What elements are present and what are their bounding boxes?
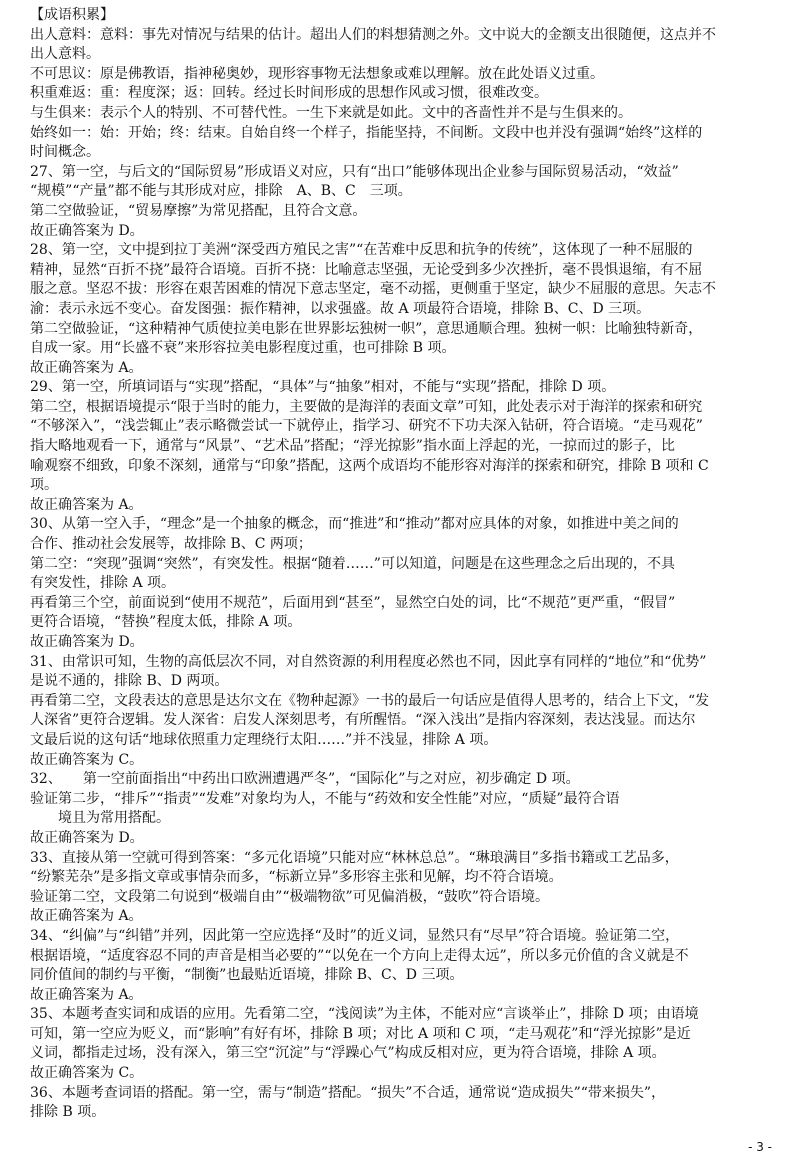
- document-body: [30, 6, 775, 1123]
- text-line: 35、本题考查实词和成语的应用。先看第二空，“浅阅读”为主体，不能对应“言谈举止”，排除 D 项；由语境: [30, 1006, 699, 1023]
- text-line: “不够深入”，“浅尝辄止”表示略微尝试一下就停止，指学习、研究不下功夫深入钻研，符合语境。“走马观花”: [30, 418, 703, 435]
- text-line: “规模”“产量”都不能与其形成对应，排除 A、B、C 三项。: [30, 183, 412, 200]
- text-line: 27、第一空，与后文的“国际贸易”形成语义对应，只有“出口”能够体现出企业参与国际贸易活动，“效益”: [30, 163, 679, 180]
- text-line: 有突发性，排除 A 项。: [30, 575, 176, 592]
- text-line: 文最后说的这句话“地球依照重力定理绕行太阳……”并不浅显，排除 A 项。: [30, 731, 498, 748]
- text-line: 31、由常识可知，生物的高低层次不同，对自然资源的利用程度必然也不同，因此享有同样的“地位”和“优势”: [30, 653, 707, 670]
- text-line: 故正确答案为 D。: [30, 222, 144, 239]
- text-line: 时间概念。: [30, 144, 100, 161]
- text-line: 更符合语境，“替换”程度太低，排除 A 项。: [30, 614, 302, 631]
- text-line: 故正确答案为 C。: [30, 751, 144, 768]
- text-line: 30、从第一空入手，“理念”是一个抽象的概念，而“推进”和“推动”都对应具体的对象，如推进中美之间的: [30, 516, 679, 533]
- text-line: 不可思议：原是佛教语，指神秘奥妙，现形容事物无法想象或难以理解。放在此处语义过重。: [30, 65, 604, 82]
- text-line: 故正确答案为 A。: [30, 496, 143, 513]
- text-line: 同价值间的制约与平衡，“制衡”也最贴近语境，排除 B、C、D 三项。: [30, 967, 464, 984]
- text-line: 出人意料：意料：事先对情况与结果的估计。超出人们的料想猜测之外。文中说大的金额支出很随便，这点并不: [30, 26, 716, 43]
- text-line: 再看第三个空，前面说到“使用不规范”，后面用到“甚至”，显然空白处的词，比“不规范”更严重，“假冒”: [30, 594, 676, 611]
- text-line: 36、本题考查词语的搭配。第一空，需与“制造”搭配。“损失”不合适，通常说“造成损失”“带来损失”，: [30, 1084, 666, 1101]
- text-line: 渝：表示永远不变心。奋发图强：振作精神，以求强盛。故 A 项最符合语境，排除 B、C、D 三项。: [30, 300, 651, 317]
- text-line: 32、 第一空前面指出“中药出口欧洲遭遇严冬”，“国际化”与之对应，初步确定 D 项。: [30, 771, 580, 788]
- text-line: 故正确答案为 C。: [30, 1065, 144, 1082]
- text-line: 自成一家。用“长盛不衰”来形容拉美电影程度过重，也可排除 B 项。: [30, 340, 456, 357]
- text-line: 第二空做验证，“贸易摩擦”为常见搭配，且符合文意。: [30, 202, 367, 219]
- text-line: 是说不通的，排除 B、D 两项。: [30, 673, 229, 690]
- text-line: “纷繁芜杂”是多指文章或事情杂而多，“标新立异”多形容主张和见解，均不符合语境。: [30, 869, 563, 886]
- text-line: 始终如一：始：开始；终：结束。自始自终一个样子，指能坚持，不间断。文段中也并没有强调“始终”这样的: [30, 124, 703, 141]
- text-line: 出人意料。: [30, 46, 100, 63]
- text-line: 故正确答案为 A。: [30, 986, 143, 1003]
- text-line: 再看第二空，文段表达的意思是达尔文在《物种起源》一书的最后一句话应是值得人思考的，结合上下文，“发: [30, 692, 710, 709]
- text-line: 验证第二步，“排斥”“指责”“发难”对象均为人，不能与“药效和安全性能”对应，“质疑”最符合语: [30, 790, 620, 807]
- text-line: 第二空做验证，“这种精神气质使拉美电影在世界影坛独树一帜”，意思通顺合理。独树一帜：比喻独特新奇，: [30, 320, 703, 337]
- text-line: 验证第二空，文段第二句说到“极端自由”“极端物欲”可见偏消极，“鼓吹”符合语境。: [30, 888, 549, 905]
- page-number: - 3 -: [748, 1140, 772, 1154]
- text-line: 精神，显然“百折不挠”最符合语境。百折不挠：比喻意志坚强，无论受到多少次挫折，毫不畏惧退缩，有不屈: [30, 261, 703, 278]
- text-line: 第二空：“突现”强调“突然”，有突发性。根据“随着……”可以知道，问题是在这些理念之后出现的，不具: [30, 555, 675, 572]
- text-line: 境且为常用搭配。: [58, 810, 170, 827]
- text-line: 排除 B 项。: [30, 1104, 106, 1121]
- text-line: 积重难返：重：程度深；返：回转。经过长时间形成的思想作风或习惯，很难改变。: [30, 85, 548, 102]
- text-line: 故正确答案为 D。: [30, 634, 144, 650]
- text-line: 项。: [30, 477, 58, 494]
- text-line: 义词，都指走过场，没有深入，第三空“沉淀”与“浮躁心气”构成反相对应，更为符合语境，排除 A 项。: [30, 1045, 666, 1062]
- text-line: 故正确答案为 D。: [30, 829, 144, 846]
- text-line: 故正确答案为 A。: [30, 359, 143, 376]
- text-line: 28、第一空，文中提到拉丁美洲“深受西方殖民之害”“在苦难中反思和抗争的传统”，这体现了一种不屈服的: [30, 242, 693, 259]
- text-line: 根据语境，“适度容忍不同的声音是相当必要的”“以免在一个方向上走得太远”，所以多元价值的含义就是不: [30, 947, 689, 964]
- text-line: 故正确答案为 A。: [30, 908, 143, 925]
- text-line: 34、“纠偏”与“纠错”并列，因此第一空应选择“及时”的近义词，显然只有“尽早”符合语境。验证第二空，: [30, 927, 680, 944]
- text-line: 第二空，根据语境提示“限于当时的能力，主要做的是海洋的表面文章”可知，此处表示对于海洋的探索和研究: [30, 398, 703, 415]
- text-line: 指大略地观看一下，通常与“风景”、“艺术品”搭配；“浮光掠影”指水面上浮起的光，一掠而过的影子，比: [30, 438, 675, 455]
- text-line: 29、第一空，所填词语与“实现”搭配，“具体”与“抽象”相对，不能与“实现”搭配，排除 D 项。: [30, 379, 616, 396]
- text-line: 服之意。坚忍不拔：形容在艰苦困难的情况下意志坚定，毫不动摇，更侧重于坚定，缺少不屈服的意思。矢志不: [30, 281, 716, 298]
- text-line: 与生俱来：表示个人的特别、不可替代性。一生下来就是如此。文中的吝啬性并不是与生俱来的。: [30, 104, 632, 121]
- text-line: 喻观察不细致，印象不深刻，通常与“印象”搭配，这两个成语均不能形容对海洋的探索和研究，排除 B 项和 C: [30, 457, 709, 474]
- text-line: 合作、推动社会发展等，故排除 B、C 两项；: [30, 536, 312, 553]
- text-line: 可知，第一空应为贬义，而“影响”有好有坏，排除 B 项；对比 A 项和 C 项，“走马观花”和“浮光掠影”是近: [30, 1025, 691, 1042]
- text-line: 人深省”更符合逻辑。发人深省：启发人深刻思考，有所醒悟。“深入浅出”是指内容深刻，表达浅显。而达尔: [30, 712, 696, 729]
- text-line: 【成语积累】: [30, 7, 114, 23]
- text-line: 33、直接从第一空就可得到答案：“多元化语境”只能对应“林林总总”。“琳琅满目”多指书籍或工艺品多，: [30, 849, 679, 866]
